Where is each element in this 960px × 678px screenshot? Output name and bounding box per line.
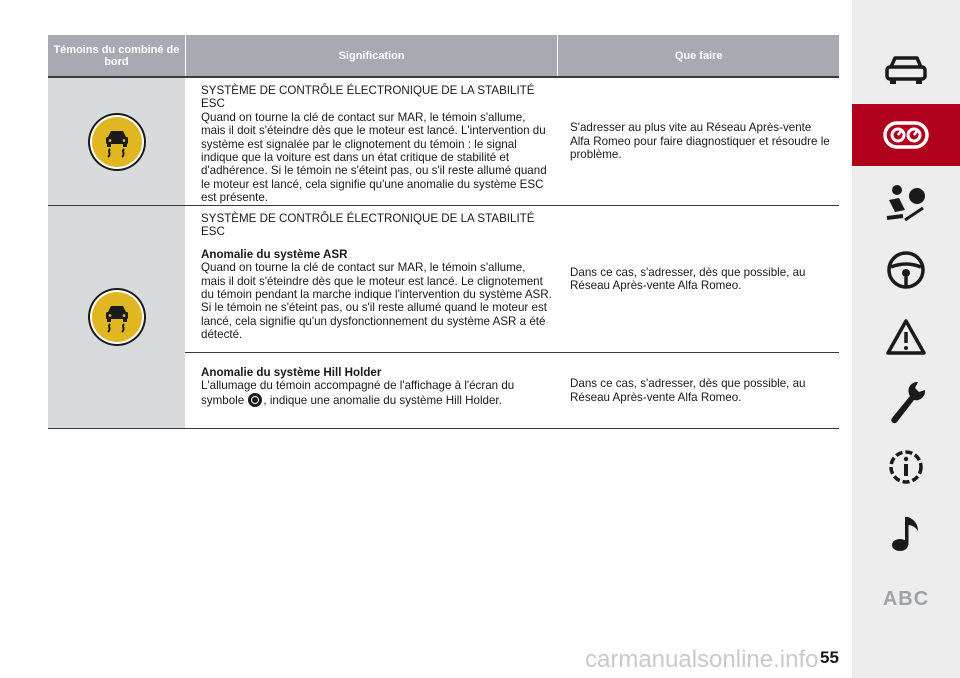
dashboard-gauges-icon: [882, 120, 930, 150]
steering-wheel-icon: [885, 249, 927, 291]
esc-skid-car-icon: [100, 125, 134, 159]
sub-row-asr: [185, 206, 839, 353]
sidebar-item-maintenance[interactable]: [852, 370, 960, 434]
sidebar-item-technical-data[interactable]: [852, 436, 960, 498]
sidebar-item-multimedia[interactable]: [852, 502, 960, 564]
action-cell: [558, 206, 839, 352]
signification-cell: [185, 206, 558, 352]
sub-heading: Anomalie du système ASR: [201, 247, 348, 261]
action-cell: [558, 78, 839, 205]
section-title: SYSTÈME DE CONTRÔLE ÉLECTRONIQUE DE LA STABILITÉ ESC: [201, 84, 535, 111]
esc-skid-car-icon: [100, 300, 134, 334]
header-que-faire: Que faire: [558, 35, 839, 76]
header-temoins: Témoins du combiné de bord: [48, 35, 185, 76]
action-text: S'adresser au plus vite au Réseau Après-vente Alfa Romeo pour faire diagnostiquer et résoudre le problème.: [570, 121, 830, 162]
description-text: Quand on tourne la clé de contact sur MAR, le témoin s'allume, mais il doit s'éteindre dès que le moteur est lancé. L'intervention du système est signalée par le clignotement du témoin : le signal indique que la voiture est dans un état critique de stabilité et d'adhérence. Si le témoin ne s'éteint pas, ou s'il reste allumé quand le moteur est lancé, cela signifie qu'une anomalie du système ESC est présente.: [201, 110, 547, 205]
header-signification: Signification: [186, 35, 558, 76]
section-title: SYSTÈME DE CONTRÔLE ÉLECTRONIQUE DE LA STABILITÉ ESC: [201, 212, 535, 239]
signification-cell: [185, 353, 558, 428]
sidebar-item-dashboard[interactable]: [852, 104, 960, 166]
warning-triangle-icon: [884, 317, 928, 357]
watermark: carmanualsonline.info: [585, 646, 819, 673]
page-number: 55: [820, 648, 839, 667]
description-text: Quand on tourne la clé de contact sur MAR, le témoin s'allume, mais il doit s'éteindre dès que le moteur est lancé. Le clignotement du témoin pendant la marche indique l'intervention du système ASR. Si le témoin ne s'éteint pas, ou s'il reste allumé quand le moteur est lancé, cela signifie qu'un dysfonctionnement du système ASR a été détecté.: [201, 261, 552, 342]
icon-cell: [48, 78, 185, 205]
sidebar-item-index[interactable]: [852, 574, 960, 624]
wrench-icon: [884, 378, 928, 426]
description-text-after: , indique une anomalie du système Hill Holder.: [263, 393, 502, 407]
sidebar-item-safety[interactable]: [852, 172, 960, 234]
row-content: [185, 206, 839, 428]
sidebar-item-emergency[interactable]: [852, 306, 960, 368]
icon-cell: [48, 206, 185, 428]
esc-warning-lamp: [88, 113, 146, 171]
action-text: Dans ce cas, s'adresser, dès que possible, au Réseau Après-vente Alfa Romeo.: [570, 265, 806, 292]
info-gear-icon: [884, 445, 928, 489]
signification-cell: [185, 78, 558, 205]
chapter-sidebar: [852, 0, 960, 678]
airbag-seat-person-icon: [883, 182, 929, 224]
sub-row-hill-holder: [185, 353, 839, 428]
sidebar-item-driving[interactable]: [852, 240, 960, 300]
sub-heading: Anomalie du système Hill Holder: [201, 366, 382, 379]
sidebar-item-car[interactable]: [852, 40, 960, 100]
table-row: [48, 206, 839, 429]
music-note-icon: [888, 511, 924, 555]
table-header: [48, 35, 839, 76]
index-label: ABC: [882, 587, 930, 610]
warning-lights-table: [48, 35, 839, 429]
esc-warning-lamp: [88, 288, 146, 346]
action-cell: [558, 353, 839, 428]
description-text-before: L'allumage du témoin accompagné de l'affichage à l'écran du symbole: [201, 379, 515, 407]
car-icon: [883, 53, 929, 87]
hill-holder-symbol-icon: [248, 393, 262, 407]
action-text: Dans ce cas, s'adresser, dès que possible, au Réseau Après-vente Alfa Romeo.: [570, 377, 806, 404]
table-row: [48, 76, 839, 206]
